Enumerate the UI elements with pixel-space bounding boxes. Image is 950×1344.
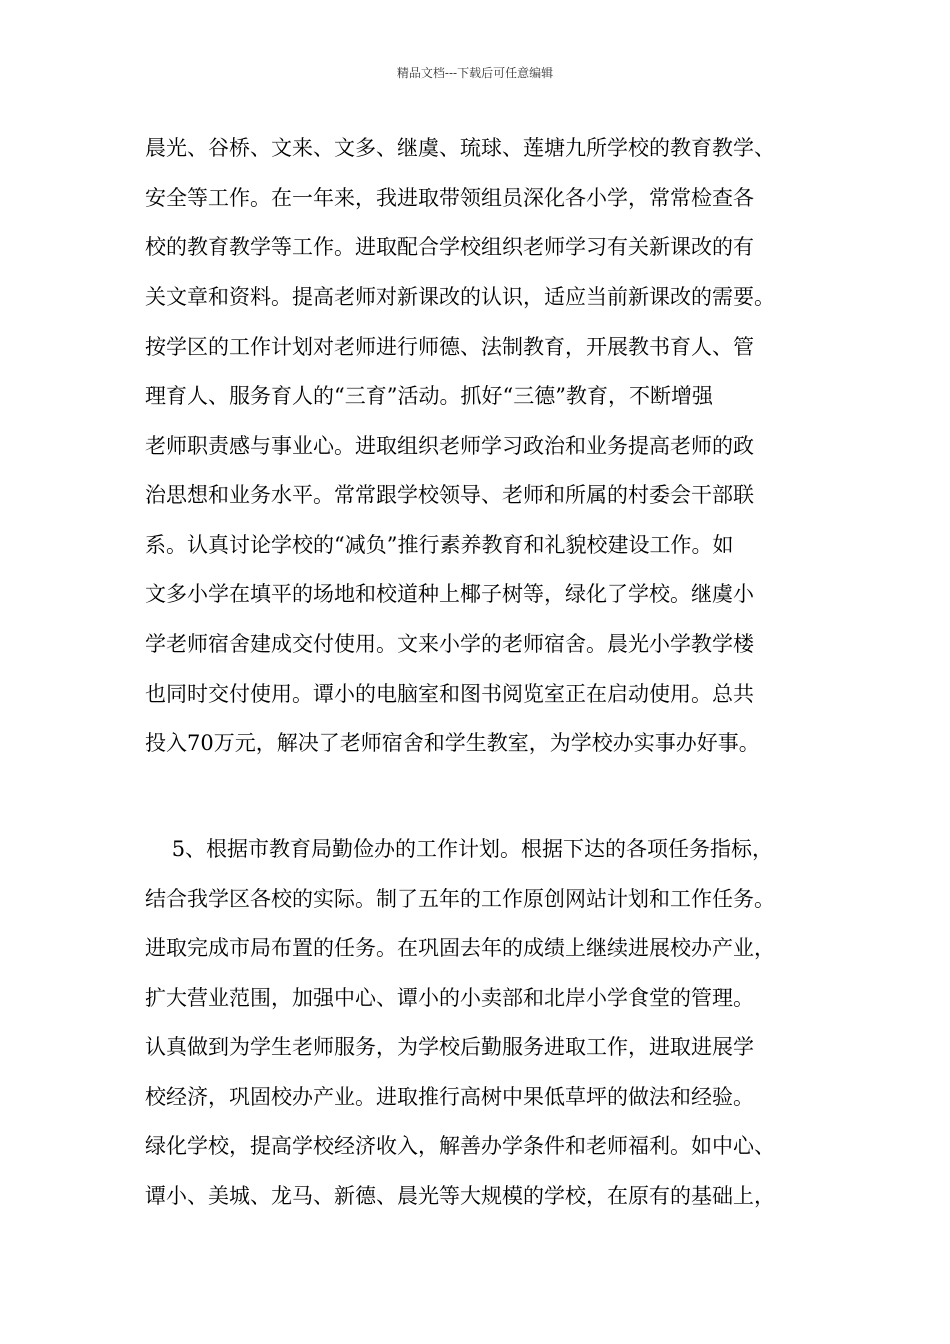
text-line: 系。认真讨论学校的“减负”推行素养教育和礼貌校建设工作。如	[145, 533, 734, 557]
text-line: 安全等工作。在一年来，我进取带领组员深化各小学，常常检查各	[145, 186, 754, 210]
text-line: 理育人、服务育人的“三育”活动。抓好“三德”教育，不断增强	[145, 384, 713, 408]
text-line: 关文章和资料。提高老师对新课改的认识，适应当前新课改的需要。	[145, 285, 775, 309]
text-line: 进取完成市局布置的任务。在巩固去年的成绩上继续进展校办产业，	[145, 936, 775, 960]
text-line: 5、根据市教育局勤俭办的工作计划。根据下达的各项任务指标，	[145, 837, 774, 861]
text-line: 老师职责感与事业心。进取组织老师学习政治和业务提高老师的政	[145, 434, 754, 458]
text-line: 谭小、美城、龙马、新德、晨光等大规模的学校，在原有的基础上，	[145, 1184, 775, 1208]
text-line: 学老师宿舍建成交付使用。文来小学的老师宿舍。晨光小学教学楼	[145, 632, 754, 656]
text-line: 认真做到为学生老师服务，为学校后勤服务进取工作，进取进展学	[145, 1035, 754, 1059]
text-line: 绿化学校，提高学校经济收入，解善办学条件和老师福利。如中心、	[145, 1134, 775, 1158]
text-line: 校的教育教学等工作。进取配合学校组织老师学习有关新课改的有	[145, 235, 754, 259]
text-line: 治思想和业务水平。常常跟学校领导、老师和所属的村委会干部联	[145, 483, 754, 507]
text-line: 校经济，巩固校办产业。进取推行高树中果低草坪的做法和经验。	[145, 1085, 754, 1109]
page-header: 精品文档---下载后可任意编辑	[396, 66, 554, 80]
text-line: 投入70万元，解决了老师宿舍和学生教室，为学校办实事办好事。	[145, 731, 760, 755]
text-line: 也同时交付使用。谭小的电脑室和图书阅览室正在启动使用。总共	[145, 682, 754, 706]
text-line: 扩大营业范围，加强中心、谭小的小卖部和北岸小学食堂的管理。	[145, 986, 754, 1010]
text-line: 晨光、谷桥、文来、文多、继虞、琉球、莲塘九所学校的教育教学、	[145, 136, 775, 160]
text-line: 结合我学区各校的实际。制了五年的工作原创网站计划和工作任务。	[145, 887, 775, 911]
text-line: 文多小学在填平的场地和校道种上椰子树等，绿化了学校。继虞小	[145, 582, 754, 606]
text-line: 按学区的工作计划对老师进行师德、法制教育，开展教书育人、管	[145, 335, 754, 359]
